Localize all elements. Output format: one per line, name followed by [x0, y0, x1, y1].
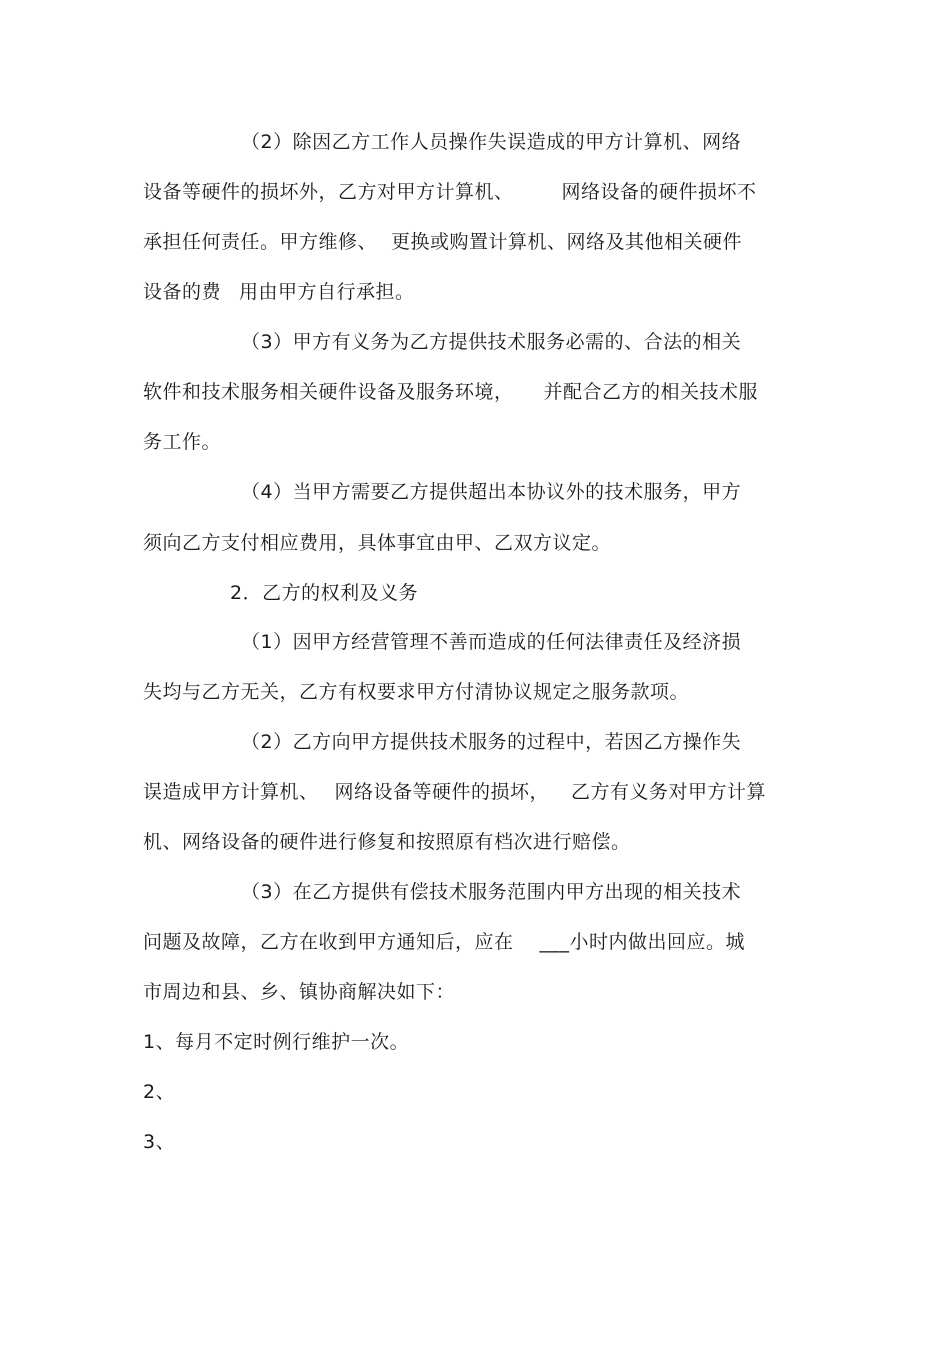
paragraph-line — [143, 779, 766, 805]
paragraph-line — [143, 179, 757, 205]
text-segment: 误造成甲方计算机、 — [143, 781, 319, 803]
paragraph-line — [143, 929, 745, 955]
paragraph-line — [143, 279, 415, 305]
section-heading: 2．乙方的权利及义务 — [230, 582, 419, 604]
text-segment: 网络设备等硬件的损坏， — [334, 781, 550, 803]
text-segment: 网络设备的硬件损坏不 — [561, 181, 757, 203]
paragraph-line: （3）在乙方提供有偿技术服务范围内甲方出现的相关技术 — [241, 881, 742, 903]
text-segment: 设备的费 — [143, 281, 222, 303]
paragraph-line: 失均与乙方无关，乙方有权要求甲方付清协议规定之服务款项。 — [143, 681, 690, 703]
text-segment: 更换或购置计算机、网络及其他相关硬件 — [391, 231, 743, 253]
paragraph-line: （2）除因乙方工作人员操作失误造成的甲方计算机、网络 — [241, 131, 742, 153]
text-segment: 用由甲方自行承担。 — [239, 281, 415, 303]
paragraph-line: 须向乙方支付相应费用，具体事宜由甲、乙双方议定。 — [143, 532, 612, 554]
paragraph-line: （4）当甲方需要乙方提供超出本协议外的技术服务，甲方 — [241, 481, 742, 503]
blank-field: ___小时内做出回应。城 — [539, 931, 746, 953]
text-segment: 软件和技术服务相关硬件设备及服务环境， — [143, 381, 514, 403]
paragraph-line: 机、网络设备的硬件进行修复和按照原有档次进行赔偿。 — [143, 831, 631, 853]
text-segment: 并配合乙方的相关技术服 — [543, 381, 759, 403]
paragraph-line: （3）甲方有义务为乙方提供技术服务必需的、合法的相关 — [241, 331, 742, 353]
list-item: 3、 — [143, 1131, 176, 1153]
paragraph-line — [143, 229, 742, 255]
paragraph-line: （1）因甲方经营管理不善而造成的任何法律责任及经济损 — [241, 631, 742, 653]
paragraph-line: 市周边和县、乡、镇协商解决如下： — [143, 981, 456, 1003]
list-item: 1、每月不定时例行维护一次。 — [143, 1031, 410, 1053]
list-item: 2、 — [143, 1081, 176, 1103]
text-segment: 承担任何责任。甲方维修、 — [143, 231, 378, 253]
paragraph-line — [143, 379, 758, 405]
text-segment: 乙方有义务对甲方计算 — [571, 781, 767, 803]
paragraph-line: （2）乙方向甲方提供技术服务的过程中，若因乙方操作失 — [241, 731, 742, 753]
paragraph-line: 务工作。 — [143, 431, 222, 453]
text-segment: 设备等硬件的损坏外，乙方对甲方计算机、 — [143, 181, 514, 203]
text-segment: 问题及故障，乙方在收到甲方通知后，应在 — [143, 931, 514, 953]
